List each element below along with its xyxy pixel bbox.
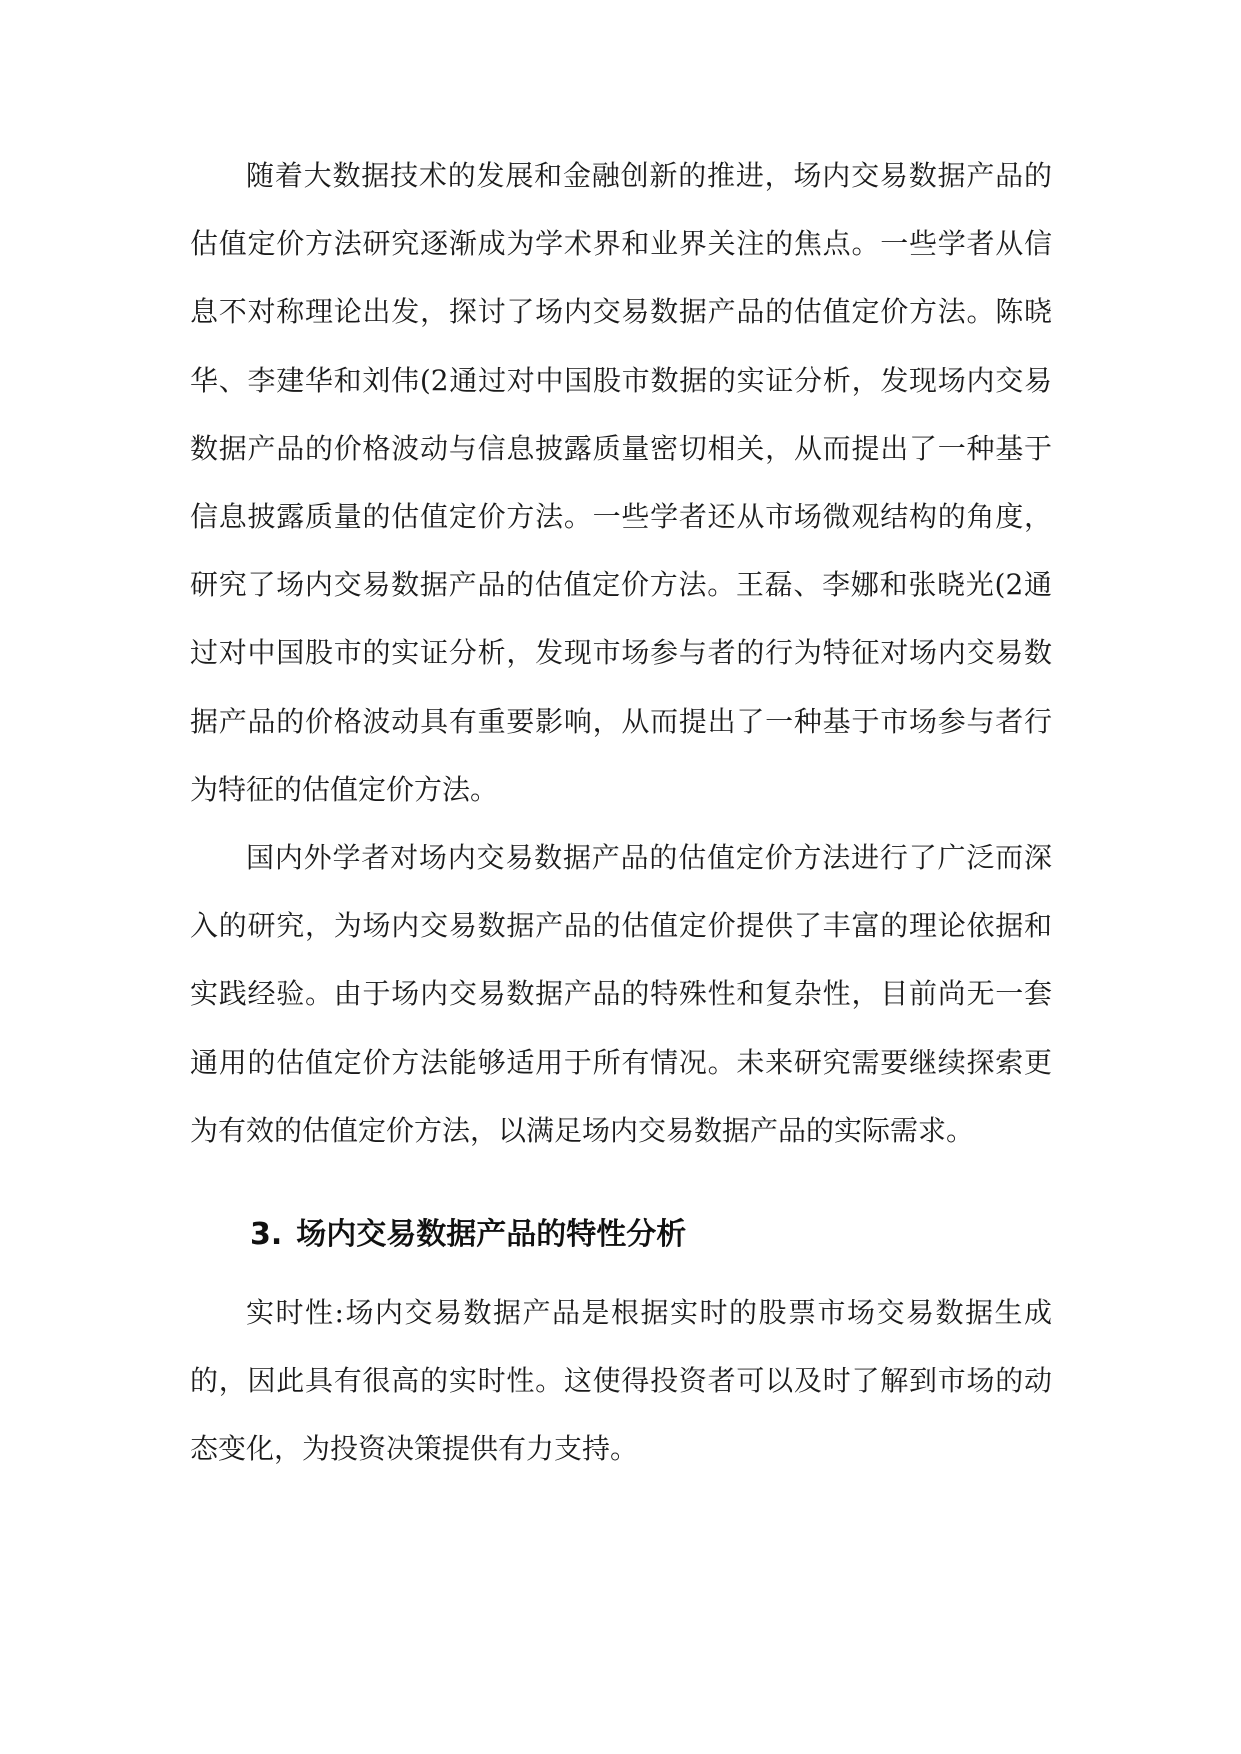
paragraph-realtime-property: 实时性:场内交易数据产品是根据实时的股票市场交易数据生成的，因此具有很高的实时性。这使得投资者可以及时了解到市场的动态变化，为投资决策提供有力支持。 xyxy=(190,1296,1052,1466)
section-number: 3. xyxy=(250,1217,283,1253)
paragraph-research-summary: 国内外学者对场内交易数据产品的估值定价方法进行了广泛而深入的研究，为场内交易数据产品的估值定价提供了丰富的理论依据和实践经验。由于场内交易数据产品的特殊性和复杂性，目前尚无一套通用的估值定价方法能够适用于所有情况。未来研究需要继续探索更为有效的估值定价方法，以满足场内交易数据产品的实际需求。 xyxy=(190,841,1052,1147)
section-title: 场内交易数据产品的特性分析 xyxy=(296,1217,687,1253)
document-body xyxy=(190,142,1052,1484)
paragraph-research-review: 随着大数据技术的发展和金融创新的推进，场内交易数据产品的估值定价方法研究逐渐成为学术界和业界关注的焦点。一些学者从信息不对称理论出发，探讨了场内交易数据产品的估值定价方法。陈晓华、李建华和刘伟(2通过对中国股市数据的实证分析，发现场内交易数据产品的价格波动与信息披露质量密切相关，从而提出了一种基于信息披露质量的估值定价方法。一些学者还从市场微观结构的角度，研究了场内交易数据产品的估值定价方法。王磊、李娜和张晓光(2通过对中国股市的实证分析，发现市场参与者的行为特征对场内交易数据产品的价格波动具有重要影响，从而提出了一种基于市场参与者行为特征的估值定价方法。 xyxy=(190,159,1052,806)
section-heading xyxy=(190,1201,1052,1269)
